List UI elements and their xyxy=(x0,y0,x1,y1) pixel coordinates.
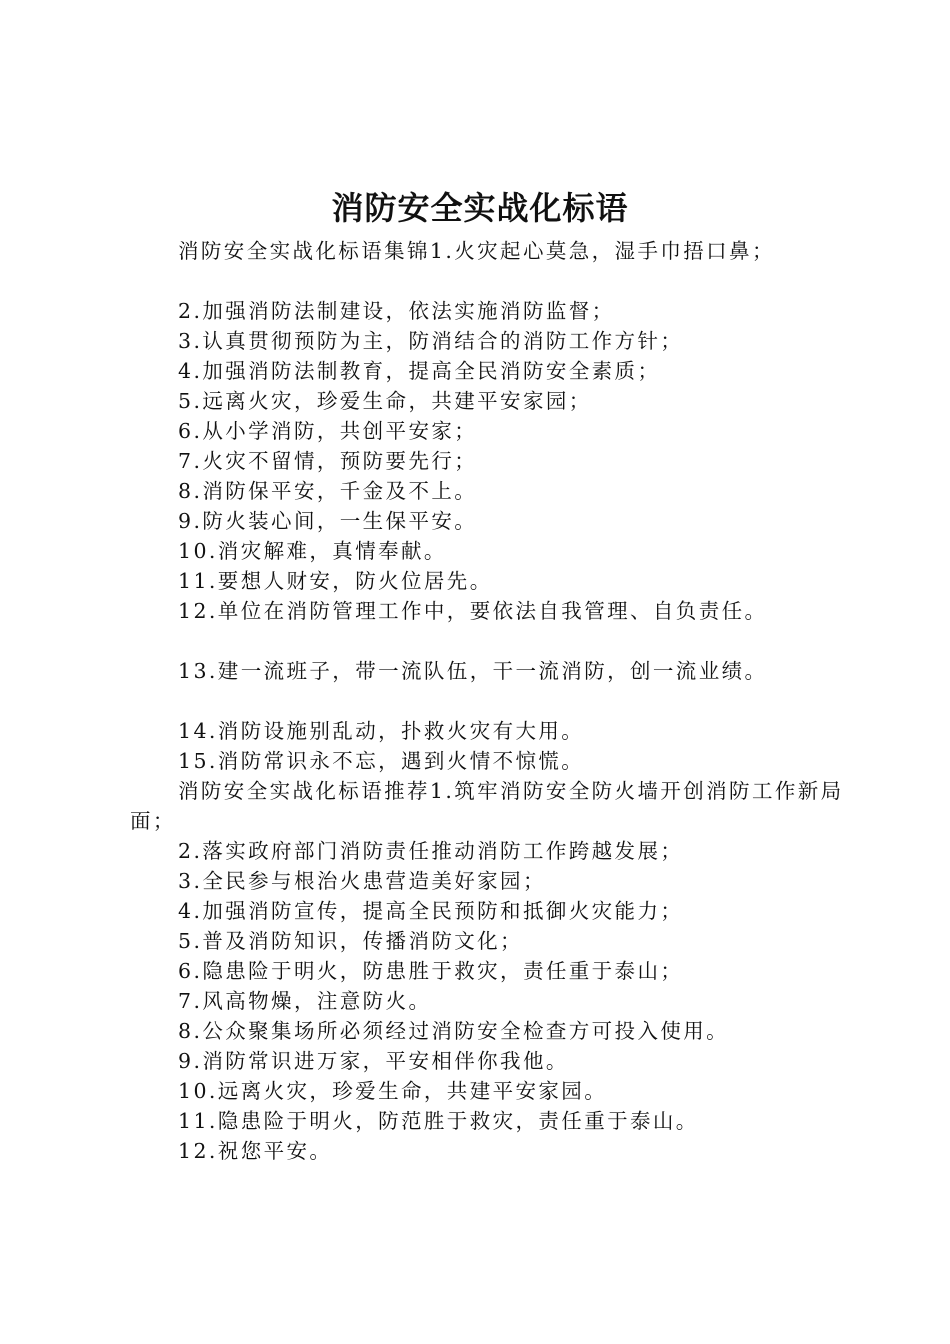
slogan-paragraph: 10.远离火灾，珍爱生命，共建平安家园。 xyxy=(178,1079,608,1103)
slogan-paragraph: 5.远离火灾，珍爱生命，共建平安家园； xyxy=(178,389,592,413)
slogan-paragraph: 15.消防常识永不忘，遇到火情不惊慌。 xyxy=(178,749,585,773)
document-title: 消防安全实战化标语 xyxy=(331,189,629,227)
slogan-paragraph: 9.消防常识进万家，平安相伴你我他。 xyxy=(178,1049,569,1073)
slogan-paragraph: 8.公众聚集场所必须经过消防安全检查方可投入使用。 xyxy=(178,1019,730,1043)
slogan-paragraph: 消防安全实战化标语集锦1.火灾起心莫急，湿手巾捂口鼻； xyxy=(178,239,775,263)
slogan-paragraph: 10.消灾解难，真情奉献。 xyxy=(178,539,447,563)
slogan-paragraph: 6.从小学消防，共创平安家； xyxy=(178,419,478,443)
slogan-paragraph: 消防安全实战化标语推荐1.筑牢消防安全防火墙开创消防工作新局面； xyxy=(130,779,844,833)
slogan-paragraph: 3.全民参与根治火患营造美好家园； xyxy=(178,869,546,893)
slogan-paragraph: 5.普及消防知识，传播消防文化； xyxy=(178,929,523,953)
slogan-paragraph: 3.认真贯彻预防为主，防消结合的消防工作方针； xyxy=(178,329,684,353)
slogan-paragraph: 4.加强消防法制教育，提高全民消防安全素质； xyxy=(178,359,661,383)
slogan-paragraph: 9.防火装心间，一生保平安。 xyxy=(178,509,478,533)
slogan-paragraph: 7.火灾不留情，预防要先行； xyxy=(178,449,478,473)
slogan-paragraph: 4.加强消防宣传，提高全民预防和抵御火灾能力； xyxy=(178,899,684,923)
slogan-paragraph: 11.要想人财安，防火位居先。 xyxy=(178,569,493,593)
slogan-paragraph: 8.消防保平安，千金及不上。 xyxy=(178,479,478,503)
slogan-paragraph: 2.落实政府部门消防责任推动消防工作跨越发展； xyxy=(178,839,684,863)
slogan-paragraph: 2.加强消防法制建设，依法实施消防监督； xyxy=(178,299,615,323)
slogan-paragraph: 14.消防设施别乱动，扑救火灾有大用。 xyxy=(178,719,585,743)
slogan-paragraph: 12.祝您平安。 xyxy=(178,1139,333,1163)
slogan-paragraph: 7.风高物燥，注意防火。 xyxy=(178,989,432,1013)
slogan-paragraph: 13.建一流班子，带一流队伍，干一流消防，创一流业绩。 xyxy=(178,659,768,683)
slogan-paragraph: 11.隐患险于明火，防范胜于救灾，责任重于泰山。 xyxy=(178,1109,699,1133)
slogan-paragraph: 6.隐患险于明火，防患胜于救灾，责任重于泰山； xyxy=(178,959,684,983)
document-body xyxy=(130,236,850,1166)
slogan-paragraph: 12.单位在消防管理工作中，要依法自我管理、自负责任。 xyxy=(178,599,768,623)
